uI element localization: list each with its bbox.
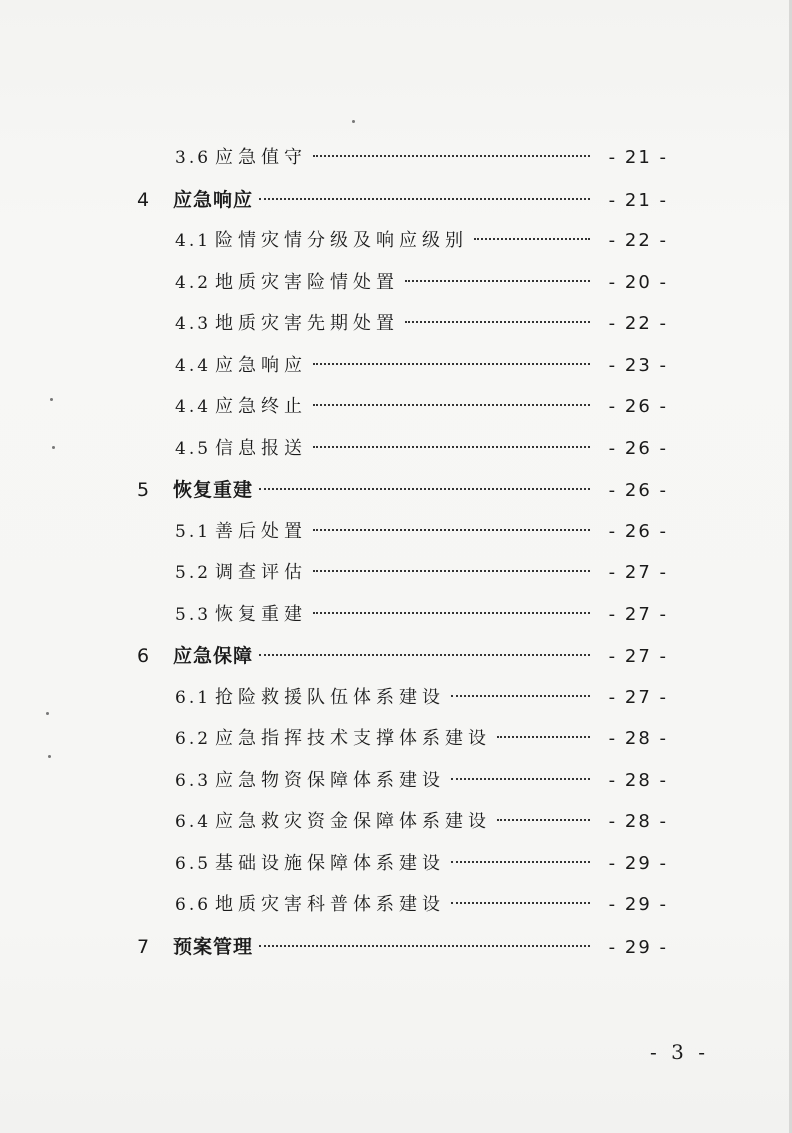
toc-chapter-row[interactable]: [137, 932, 668, 962]
toc-entry-number: 4.4: [175, 355, 212, 376]
toc-entry-title: 抢险救援队伍体系建设: [215, 686, 445, 708]
toc-dot-leader: [451, 861, 590, 863]
toc-entry-title: 预案管理: [173, 935, 254, 958]
toc-entry-title: 应急救灾资金保障体系建设: [215, 811, 491, 832]
toc-dot-leader: [259, 198, 590, 200]
toc-entry-number: 4.3: [175, 314, 212, 334]
toc-entry-page: - 26 -: [608, 396, 668, 417]
toc-entry-page: - 22 -: [608, 230, 668, 251]
toc-entry-page: - 21 -: [608, 147, 668, 168]
toc-chapter-row[interactable]: [137, 185, 668, 215]
toc-entry-page: - 26 -: [608, 520, 668, 542]
toc-entry-title: 应急响应: [173, 188, 254, 211]
toc-dot-leader: [313, 570, 590, 572]
toc-dot-leader: [313, 446, 590, 448]
toc-entry-page: - 29 -: [608, 894, 668, 915]
toc-entry-title: 地质灾害科普体系建设: [215, 894, 445, 915]
toc-entry-page: - 26 -: [608, 480, 668, 501]
toc-entry-title: 应急终止: [215, 396, 307, 417]
toc-section-row[interactable]: [175, 351, 668, 381]
toc-entry-title: 应急物资保障体系建设: [215, 769, 445, 791]
toc-entry-page: - 27 -: [608, 562, 668, 583]
toc-entry-number: 3.6: [175, 148, 212, 168]
toc-section-row[interactable]: [175, 517, 668, 547]
toc-entry-page: - 20 -: [608, 271, 668, 293]
toc-dot-leader: [451, 695, 590, 697]
toc-entry-page: - 23 -: [608, 354, 668, 376]
toc-entry-title: 险情灾情分级及响应级别: [215, 230, 468, 251]
toc-section-row[interactable]: [175, 807, 668, 837]
toc-entry-number: 4.4: [175, 397, 212, 417]
toc-entry-title: 应急保障: [173, 645, 254, 667]
toc-entry-title: 信息报送: [215, 437, 307, 459]
toc-dot-leader: [259, 654, 590, 656]
toc-dot-leader: [313, 363, 590, 365]
toc-entry-number: 4.1: [175, 231, 212, 251]
toc-dot-leader: [451, 778, 590, 780]
toc-entry-number: 4: [137, 188, 150, 211]
toc-entry-title: 应急指挥技术支撑体系建设: [215, 728, 491, 749]
toc-entry-title: 调查评估: [215, 562, 307, 583]
toc-dot-leader: [451, 902, 590, 904]
toc-section-row[interactable]: [175, 392, 668, 422]
scan-speck: [52, 446, 55, 449]
toc-section-row[interactable]: [175, 226, 668, 256]
toc-dot-leader: [259, 945, 590, 947]
toc-entry-page: - 21 -: [608, 189, 668, 211]
toc-entry-page: - 29 -: [608, 936, 668, 958]
toc-entry-page: - 27 -: [608, 646, 668, 667]
toc-entry-number: 7: [137, 935, 150, 958]
toc-entry-number: 6.4: [175, 812, 212, 832]
toc-dot-leader: [259, 488, 590, 490]
scan-speck: [352, 120, 355, 123]
toc-entry-number: 6.3: [175, 770, 212, 791]
toc-entry-number: 4.5: [175, 438, 212, 459]
page-number: - 3 -: [650, 1040, 709, 1064]
toc-entry-title: 善后处置: [215, 520, 307, 542]
toc-section-row[interactable]: [175, 890, 668, 920]
toc-dot-leader: [313, 404, 590, 406]
toc-section-row[interactable]: [175, 558, 668, 588]
toc-entry-page: - 28 -: [608, 728, 668, 749]
toc-entry-number: 5.1: [175, 521, 212, 542]
toc-entry-page: - 29 -: [608, 852, 668, 874]
toc-chapter-row[interactable]: [137, 641, 668, 671]
toc-chapter-row[interactable]: [137, 475, 668, 505]
toc-section-row[interactable]: [175, 268, 668, 298]
toc-section-row[interactable]: [175, 143, 668, 173]
toc-dot-leader: [313, 155, 590, 157]
toc-entry-number: 6.5: [175, 853, 212, 874]
toc-section-row[interactable]: [175, 600, 668, 630]
toc-entry-number: 5.2: [175, 563, 212, 583]
toc-entry-number: 6: [137, 645, 150, 667]
scan-speck: [46, 712, 49, 715]
toc-entry-page: - 27 -: [608, 686, 668, 708]
toc-section-row[interactable]: [175, 766, 668, 796]
toc-section-row[interactable]: [175, 849, 668, 879]
toc-entry-title: 应急值守: [215, 147, 307, 168]
toc-entry-title: 应急响应: [215, 354, 307, 376]
toc-entry-page: - 26 -: [608, 437, 668, 459]
scan-speck: [48, 755, 51, 758]
toc-entry-number: 5.3: [175, 604, 212, 625]
toc-entry-title: 地质灾害险情处置: [215, 271, 399, 293]
toc-entry-number: 5: [137, 479, 150, 501]
toc-dot-leader: [405, 321, 590, 323]
scan-speck: [50, 398, 53, 401]
toc-entry-title: 地质灾害先期处置: [215, 313, 399, 334]
toc-dot-leader: [405, 280, 590, 282]
toc-entry-number: 6.1: [175, 687, 212, 708]
toc-entry-number: 6.6: [175, 895, 212, 915]
toc-section-row[interactable]: [175, 309, 668, 339]
toc-dot-leader: [313, 529, 590, 531]
toc-entry-page: - 22 -: [608, 313, 668, 334]
toc-dot-leader: [497, 819, 590, 821]
toc-entry-page: - 27 -: [608, 603, 668, 625]
toc-dot-leader: [497, 736, 590, 738]
toc-entry-number: 4.2: [175, 272, 212, 293]
toc-entry-number: 6.2: [175, 729, 212, 749]
toc-entry-title: 恢复重建: [215, 603, 307, 625]
toc-dot-leader: [474, 238, 590, 240]
toc-section-row[interactable]: [175, 434, 668, 464]
toc-entry-page: - 28 -: [608, 769, 668, 791]
toc-section-row[interactable]: [175, 683, 668, 713]
toc-entry-title: 基础设施保障体系建设: [215, 852, 445, 874]
toc-entry-page: - 28 -: [608, 811, 668, 832]
toc-entry-title: 恢复重建: [173, 479, 254, 501]
toc-dot-leader: [313, 612, 590, 614]
toc-section-row[interactable]: [175, 724, 668, 754]
